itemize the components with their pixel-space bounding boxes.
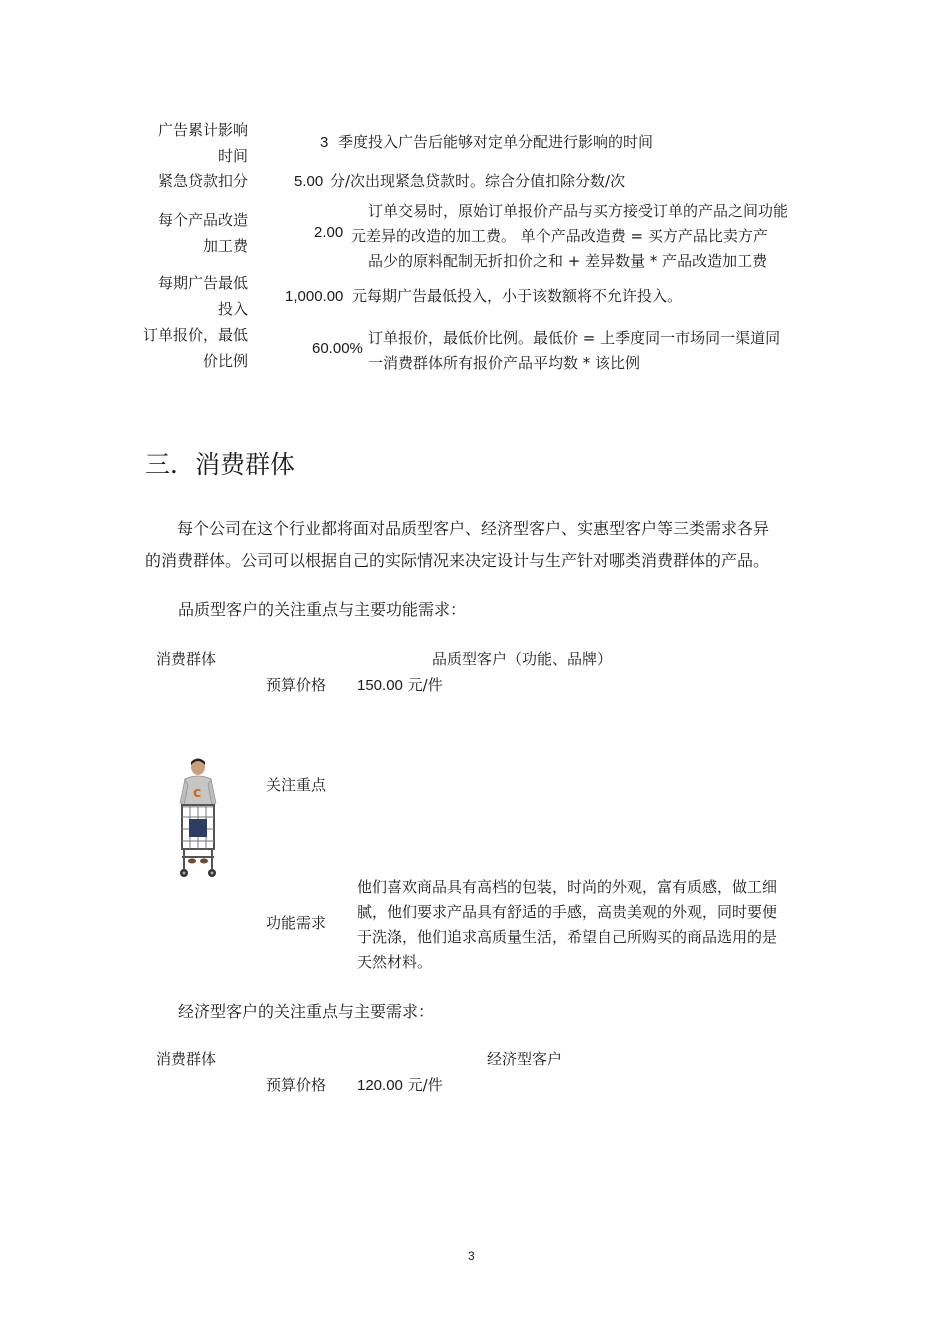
param-label: 每期广告最低 投入 <box>157 274 248 318</box>
intro-paragraph: 每个公司在这个行业都将面对品质型客户、经济型客户、实惠型客户等三类需求各异 的消费群体。公司可以根据自己的实际情况来决定设计与生产针对哪类消费群体的产品。 <box>145 519 770 570</box>
svg-text:c: c <box>193 785 202 801</box>
function-label: 功能需求 <box>266 914 327 932</box>
group-value: 经济型客户 <box>487 1050 563 1068</box>
param-label: 广告累计影响 时间 <box>157 121 248 165</box>
budget-price: 150.00 元/件 <box>357 676 443 694</box>
param-desc: 订单报价，最低价比例。最低价 = 上季度同一市场同一渠道同 一消费群体所有报价产品平均数 * 该比例 <box>368 329 781 372</box>
budget-price: 120.00 元/件 <box>357 1076 443 1094</box>
budget-label: 预算价格 <box>266 1076 327 1094</box>
param-desc: 元每期广告最低投入，小于该数额将不允许投入。 <box>352 287 683 305</box>
budget-label: 预算价格 <box>266 676 327 694</box>
param-desc: 季度投入广告后能够对定单分配进行影响的时间 <box>338 133 654 151</box>
param-label: 紧急贷款扣分 <box>157 172 248 190</box>
param-value: 3 <box>320 134 329 151</box>
param-label: 订单报价，最低 价比例 <box>142 326 248 370</box>
param-value: 1,000.00 <box>285 288 344 305</box>
focus-label: 关注重点 <box>266 776 327 794</box>
param-value: 2.00 <box>314 224 344 241</box>
param-desc: 订单交易时，原始订单报价产品与买方接受订单的产品之间功能 元差异的改造的加工费。 单个产品改造费 = 买方产品比卖方产 品少的原料配制无折扣价之和 + 差异数量 * 产品改造加工费 <box>351 202 789 270</box>
group-label: 消费群体 <box>156 650 217 668</box>
param-value: 5.00 <box>294 173 324 190</box>
page-number: 3 <box>468 1249 475 1263</box>
quality-caption: 品质型客户的关注重点与主要功能需求： <box>178 600 467 619</box>
param-desc: 分/次出现紧急贷款时。综合分值扣除分数/次 <box>330 172 626 190</box>
param-label: 每个产品改造 加工费 <box>157 211 248 255</box>
economy-caption: 经济型客户的关注重点与主要需求： <box>178 1002 435 1021</box>
function-text: 他们喜欢商品具有高档的包装，时尚的外观，富有质感，做工细 腻，他们要求产品具有舒适的手感，高贵美观的外观，同时要便 于洗涤，他们追求高质量生活，希望自己所购买的商品选用的是 天然材料。 <box>357 878 778 971</box>
group-value: 品质型客户（功能、品牌） <box>432 650 613 668</box>
group-label: 消费群体 <box>156 1050 217 1068</box>
param-value: 60.00% <box>312 340 363 357</box>
section-heading: 三．消费群体 <box>145 450 296 479</box>
shopper-with-cart-illustration <box>170 757 226 881</box>
